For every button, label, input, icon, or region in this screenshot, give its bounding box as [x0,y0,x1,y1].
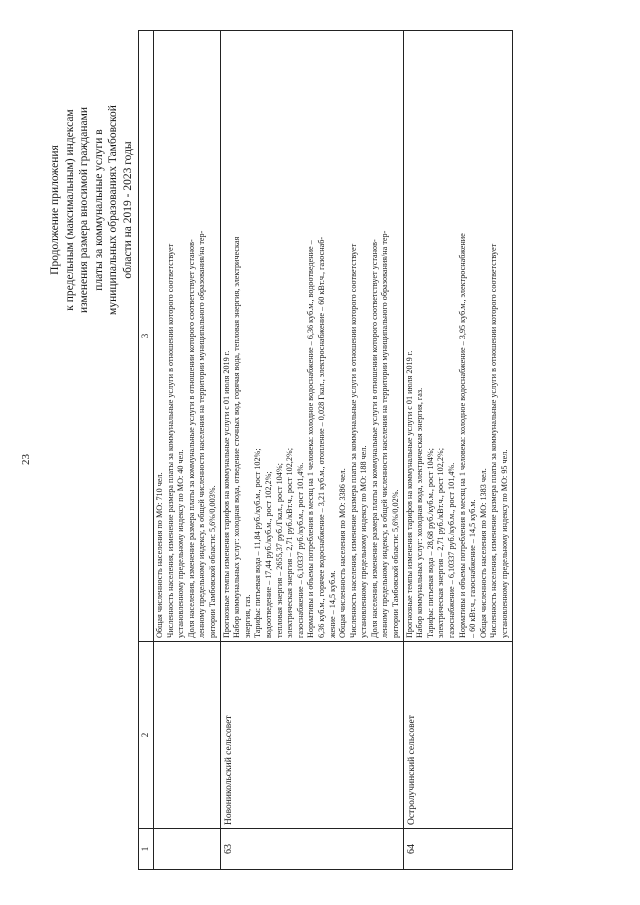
description-line: газоснабжение – 6,10337 руб./куб.м., рост 101,4%. [295,462,305,638]
column-number: 2 [139,642,154,829]
description-line: Набор коммунальных услуг: холодная вода, электрическая энергия, газ. [415,387,425,638]
column-number: 1 [139,829,154,870]
description-line: Численность населения, изменение размера платы за коммунальные услуги в отношении которого соответствует [165,243,175,638]
header-line: Продолжение приложения [49,145,61,275]
appendix-header [48,0,135,420]
description-line: – 60 кВт.ч., газоснабжение – 14,5 куб.м. [468,499,478,638]
header-line: к предельным (максимальным) индексам [63,109,76,311]
description-line: Численность населения, изменение размера платы за коммунальные услуги в отношении которого соответствует [348,243,358,638]
column-number: 3 [139,31,154,642]
description-line: электрическая энергия – 2,71 руб./кВт.ч., рост 102,2%; [285,447,295,638]
description-line: Прогнозные темпы изменения тарифов на коммунальные услуги с 01 июля 2019 г. [221,350,231,638]
description-line: Численность населения, изменение размера платы за коммунальные услуги в отношении которого соответствует [489,243,499,638]
description-line: 6,36 куб.м., горячее водоснабжение – 3,21 куб.м., отопление – 0,028 Гкал., электроснабжение – 60 кВт.ч., газоснаб- [316,236,326,638]
description-line: установленному предельному индексу по МО: 188 чел. [359,445,369,638]
page-number: 23 [20,454,32,465]
row-number: 63 [220,829,403,870]
description-line: Доля населения, изменение размера платы за коммунальные услуги в отношении которого соответствует установ- [369,239,379,638]
description-line: Тарифы: питьевая вода – 11,84 руб./куб.м., рост 102%; [253,448,263,638]
description-line: Нормативы и объемы потребления в месяц на 1 человека: холодное водоснабжение – 6,36 куб.м., водоотведение – [306,240,316,638]
row-number [154,829,221,870]
description-line: ритории Тамбовской области: 5,6%/0,003%. [207,485,217,638]
description-line: энергия, газ. [242,594,252,638]
description-line: тепловая энергия – 2655,37 руб./Гкал., рост 104%; [274,463,284,638]
description-line: установленному предельному индексу по МО: 95 чел. [500,449,509,638]
row-number: 64 [403,829,512,870]
description-line: жение – 14,5 куб.м. [327,570,337,638]
municipality-name [154,642,221,829]
description-line: Доля населения, изменение размера платы за коммунальные услуги в отношении которого соответствует установ- [186,239,196,638]
header-line: платы за коммунальные услуги в [92,129,105,291]
municipality-name: Новоникольский сельсовет [220,642,403,829]
description-line: Тарифы: питьевая вода – 28,68 руб./куб.м., рост 104%; [425,448,435,638]
description-line: Общая численность населения по МО: 1383 чел. [478,468,488,638]
description-line: Общая численность населения по МО: 710 чел. [155,472,164,638]
indices-table [138,30,513,870]
description-line: водоотведение – 17,44 руб./куб.м., рост 102,2%; [263,471,273,638]
row-description [154,31,221,642]
header-line: муниципальных образованиях Тамбовской [107,105,119,315]
description-line: Прогнозные темпы изменения тарифов на коммунальные услуги с 01 июля 2019 г. [404,350,414,638]
description-line: установленному предельному индексу по МО: 40 чел. [176,449,186,638]
description-line: ленному предельному индексу, в общей численности населения на территории муниципального образования/на тер- [197,230,207,638]
column-number-row [139,31,154,870]
description-line: газоснабжение – 6,10337 руб./куб.м., рост 101,4%. [447,462,457,638]
header-line: изменения размера вносимой гражданами [78,106,90,314]
description-line: электрическая энергия – 2,71 руб./кВт.ч., рост 102,2%; [436,447,446,638]
description-line: Набор коммунальных услуг: холодная вода, отведение сточных вод, горячая вода, тепловая энергия, электрическая [232,236,242,638]
description-line: Нормативы и объемы потребления в месяц на 1 человека: холодное водоснабжение – 3,95 куб.м., электроснабжение [457,233,467,638]
row-description [220,31,403,642]
table-row [403,31,512,870]
description-line: ритории Тамбовской области: 5,6%/0,02%. [391,489,401,638]
municipality-name: Остролучинский сельсовет [403,642,512,829]
table-row [154,31,221,870]
table-row [220,31,403,870]
row-description [403,31,512,642]
header-line: области на 2019 - 2023 годы [121,141,134,279]
description-line: ленному предельному индексу, в общей численности населения на территории муниципального образования/на тер- [380,230,390,638]
description-line: Общая численность населения по МО: 3386 чел. [338,468,348,638]
